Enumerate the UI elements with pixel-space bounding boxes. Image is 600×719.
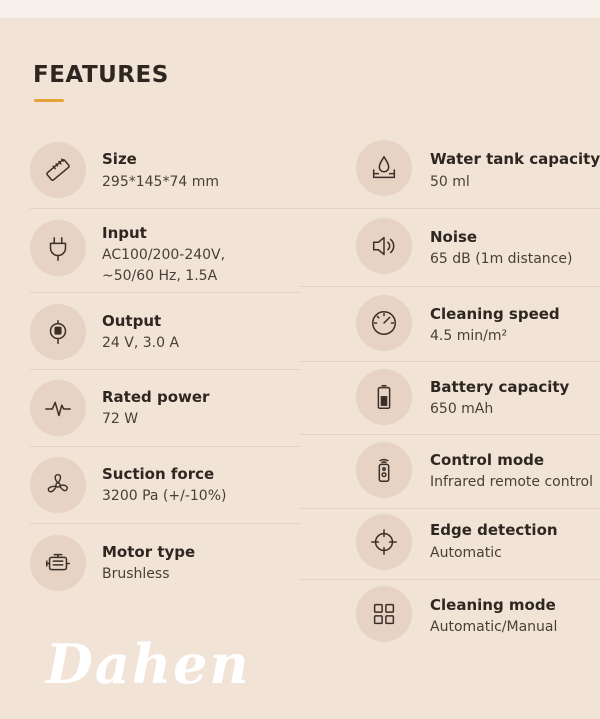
feature-value: 65 dB (1m distance)	[430, 251, 573, 267]
grid-icon	[356, 586, 412, 642]
pulse-icon	[30, 380, 86, 436]
feature-value: 650 mAh	[430, 401, 494, 417]
feature-label: Edge detection	[430, 521, 558, 539]
divider	[300, 208, 600, 209]
page-title: FEATURES	[33, 62, 169, 88]
top-strip	[0, 0, 600, 18]
remote-control-icon	[356, 442, 412, 498]
divider	[30, 446, 300, 447]
feature-value: ~50/60 Hz, 1.5A	[102, 268, 218, 284]
divider	[30, 208, 300, 209]
feature-label: Noise	[430, 228, 478, 246]
feature-value: 72 W	[102, 411, 139, 427]
divider	[300, 434, 600, 435]
feature-label: Input	[102, 224, 147, 242]
water-drop-icon	[356, 140, 412, 196]
feature-value: Automatic	[430, 545, 502, 561]
feature-label: Battery capacity	[430, 378, 570, 396]
feature-value: 4.5 min/m²	[430, 328, 508, 344]
divider	[300, 286, 600, 287]
feature-value: Automatic/Manual	[430, 619, 558, 635]
divider	[30, 369, 300, 370]
divider	[300, 579, 600, 580]
divider	[300, 508, 600, 509]
feature-label: Cleaning speed	[430, 305, 560, 323]
feature-value: 295*145*74 mm	[102, 174, 219, 190]
battery-icon	[356, 369, 412, 425]
feature-label: Motor type	[102, 543, 196, 561]
feature-label: Output	[102, 312, 162, 330]
feature-value: 24 V, 3.0 A	[102, 335, 180, 351]
power-adapter-icon	[30, 304, 86, 360]
feature-value: Infrared remote control	[430, 474, 594, 490]
feature-label: Suction force	[102, 465, 215, 483]
feature-value: 50 ml	[430, 174, 470, 190]
brand-watermark: Dahen	[46, 632, 251, 696]
feature-label: Water tank capacity	[430, 150, 600, 168]
title-underline	[34, 99, 64, 102]
feature-value: 3200 Pa (+/-10%)	[102, 488, 227, 504]
motor-icon	[30, 535, 86, 591]
feature-label: Control mode	[430, 451, 545, 469]
speaker-icon	[356, 218, 412, 274]
feature-label: Cleaning mode	[430, 596, 556, 614]
divider	[300, 361, 600, 362]
feature-value: Brushless	[102, 566, 170, 582]
crosshair-icon	[356, 514, 412, 570]
ruler-icon	[30, 142, 86, 198]
gauge-icon	[356, 295, 412, 351]
feature-value: AC100/200-240V,	[102, 247, 226, 263]
feature-label: Size	[102, 150, 137, 168]
fan-icon	[30, 457, 86, 513]
feature-label: Rated power	[102, 388, 210, 406]
divider	[30, 292, 300, 293]
plug-icon	[30, 220, 86, 276]
divider	[30, 523, 300, 524]
